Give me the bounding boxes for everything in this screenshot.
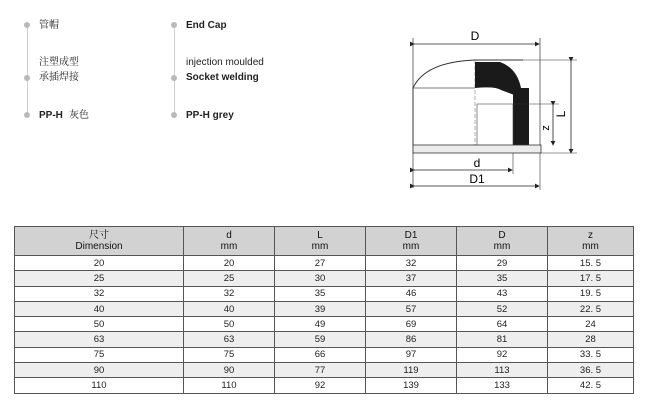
cell-z: 22. 5: [548, 301, 634, 316]
cell-L: 92: [275, 378, 366, 393]
table-row: [15, 286, 634, 301]
cell-d: 32: [184, 286, 275, 301]
cell-dimension: 20: [15, 256, 184, 271]
dim-d-label: d: [473, 156, 481, 170]
cell-z: 17. 5: [548, 271, 634, 286]
table-row: [15, 271, 634, 286]
dim-D1-label: D1: [469, 172, 485, 186]
base-flange: [413, 145, 541, 153]
cell-z: 19. 5: [548, 286, 634, 301]
cell-z: 28: [548, 332, 634, 347]
dimension-table: [14, 226, 634, 394]
right-bullet-2: [171, 75, 177, 81]
cell-D: 52: [457, 301, 548, 316]
cell-d: 110: [184, 378, 275, 393]
joint-cn: 承插焊接: [39, 72, 79, 83]
cell-dimension: 50: [15, 317, 184, 332]
cell-D: 64: [457, 317, 548, 332]
cell-L: 66: [275, 347, 366, 362]
header-D: D mm: [457, 227, 548, 256]
cell-D: 29: [457, 256, 548, 271]
cell-D1: 57: [366, 301, 457, 316]
cell-z: 24: [548, 317, 634, 332]
process-en: injection moulded: [186, 57, 264, 68]
header-D1: D1 mm: [366, 227, 457, 256]
table-row: [15, 317, 634, 332]
cell-D: 133: [457, 378, 548, 393]
cell-L: 27: [275, 256, 366, 271]
cell-z: 33. 5: [548, 347, 634, 362]
left-bullet-2: [24, 75, 30, 81]
cell-L: 35: [275, 286, 366, 301]
cell-dimension: 63: [15, 332, 184, 347]
cell-D1: 86: [366, 332, 457, 347]
cell-D: 81: [457, 332, 548, 347]
material-prefix: PP-H: [39, 110, 63, 121]
dim-D-label: D: [470, 29, 480, 43]
cell-D1: 32: [366, 256, 457, 271]
cell-d: 75: [184, 347, 275, 362]
socket-inner: [477, 104, 513, 146]
cell-dimension: 75: [15, 347, 184, 362]
cell-d: 40: [184, 301, 275, 316]
dim-z-label: z: [540, 125, 552, 131]
table-row: [15, 363, 634, 378]
header-z: z mm: [548, 227, 634, 256]
cell-dimension: 40: [15, 301, 184, 316]
cell-D1: 119: [366, 363, 457, 378]
cell-D1: 46: [366, 286, 457, 301]
cell-d: 63: [184, 332, 275, 347]
cell-D: 92: [457, 347, 548, 362]
cell-z: 36. 5: [548, 363, 634, 378]
cell-dimension: 25: [15, 271, 184, 286]
cell-dimension: 110: [15, 378, 184, 393]
right-bullet-3: [171, 112, 177, 118]
socket-wall: [513, 88, 529, 148]
table-row: [15, 347, 634, 362]
product-name-en: End Cap: [186, 20, 227, 31]
material-en: PP-H grey: [186, 110, 234, 121]
left-connector-line: [27, 28, 28, 116]
header-d: d mm: [184, 227, 275, 256]
cell-D1: 37: [366, 271, 457, 286]
material-cn: 灰色: [69, 110, 89, 121]
cell-D: 113: [457, 363, 548, 378]
cell-D1: 97: [366, 347, 457, 362]
cell-L: 77: [275, 363, 366, 378]
table-row: [15, 332, 634, 347]
left-bullet-3: [24, 112, 30, 118]
dim-L-label: L: [554, 110, 568, 118]
end-cap-drawing: [405, 28, 585, 193]
cell-D1: 69: [366, 317, 457, 332]
cell-z: 15. 5: [548, 256, 634, 271]
cell-d: 50: [184, 317, 275, 332]
cell-dimension: 32: [15, 286, 184, 301]
right-bullet-1: [171, 22, 177, 28]
product-name-cn: 管帽: [39, 20, 59, 31]
table-row: [15, 256, 634, 271]
cell-dimension: 90: [15, 363, 184, 378]
header-dimension: 尺寸 Dimension: [15, 227, 184, 256]
cell-d: 25: [184, 271, 275, 286]
cell-d: 90: [184, 363, 275, 378]
table-row: [15, 301, 634, 316]
left-bullet-1: [24, 22, 30, 28]
right-connector-line: [174, 28, 175, 116]
joint-en: Socket welding: [186, 72, 259, 83]
cell-L: 49: [275, 317, 366, 332]
process-cn: 注塑成型: [39, 57, 79, 68]
table-row: [15, 378, 634, 393]
cell-D1: 139: [366, 378, 457, 393]
cell-D: 35: [457, 271, 548, 286]
cell-d: 20: [184, 256, 275, 271]
cell-L: 59: [275, 332, 366, 347]
header-L: L mm: [275, 227, 366, 256]
cell-z: 42. 5: [548, 378, 634, 393]
cell-D: 43: [457, 286, 548, 301]
cell-L: 39: [275, 301, 366, 316]
table-header-row: [15, 227, 634, 256]
cell-L: 30: [275, 271, 366, 286]
